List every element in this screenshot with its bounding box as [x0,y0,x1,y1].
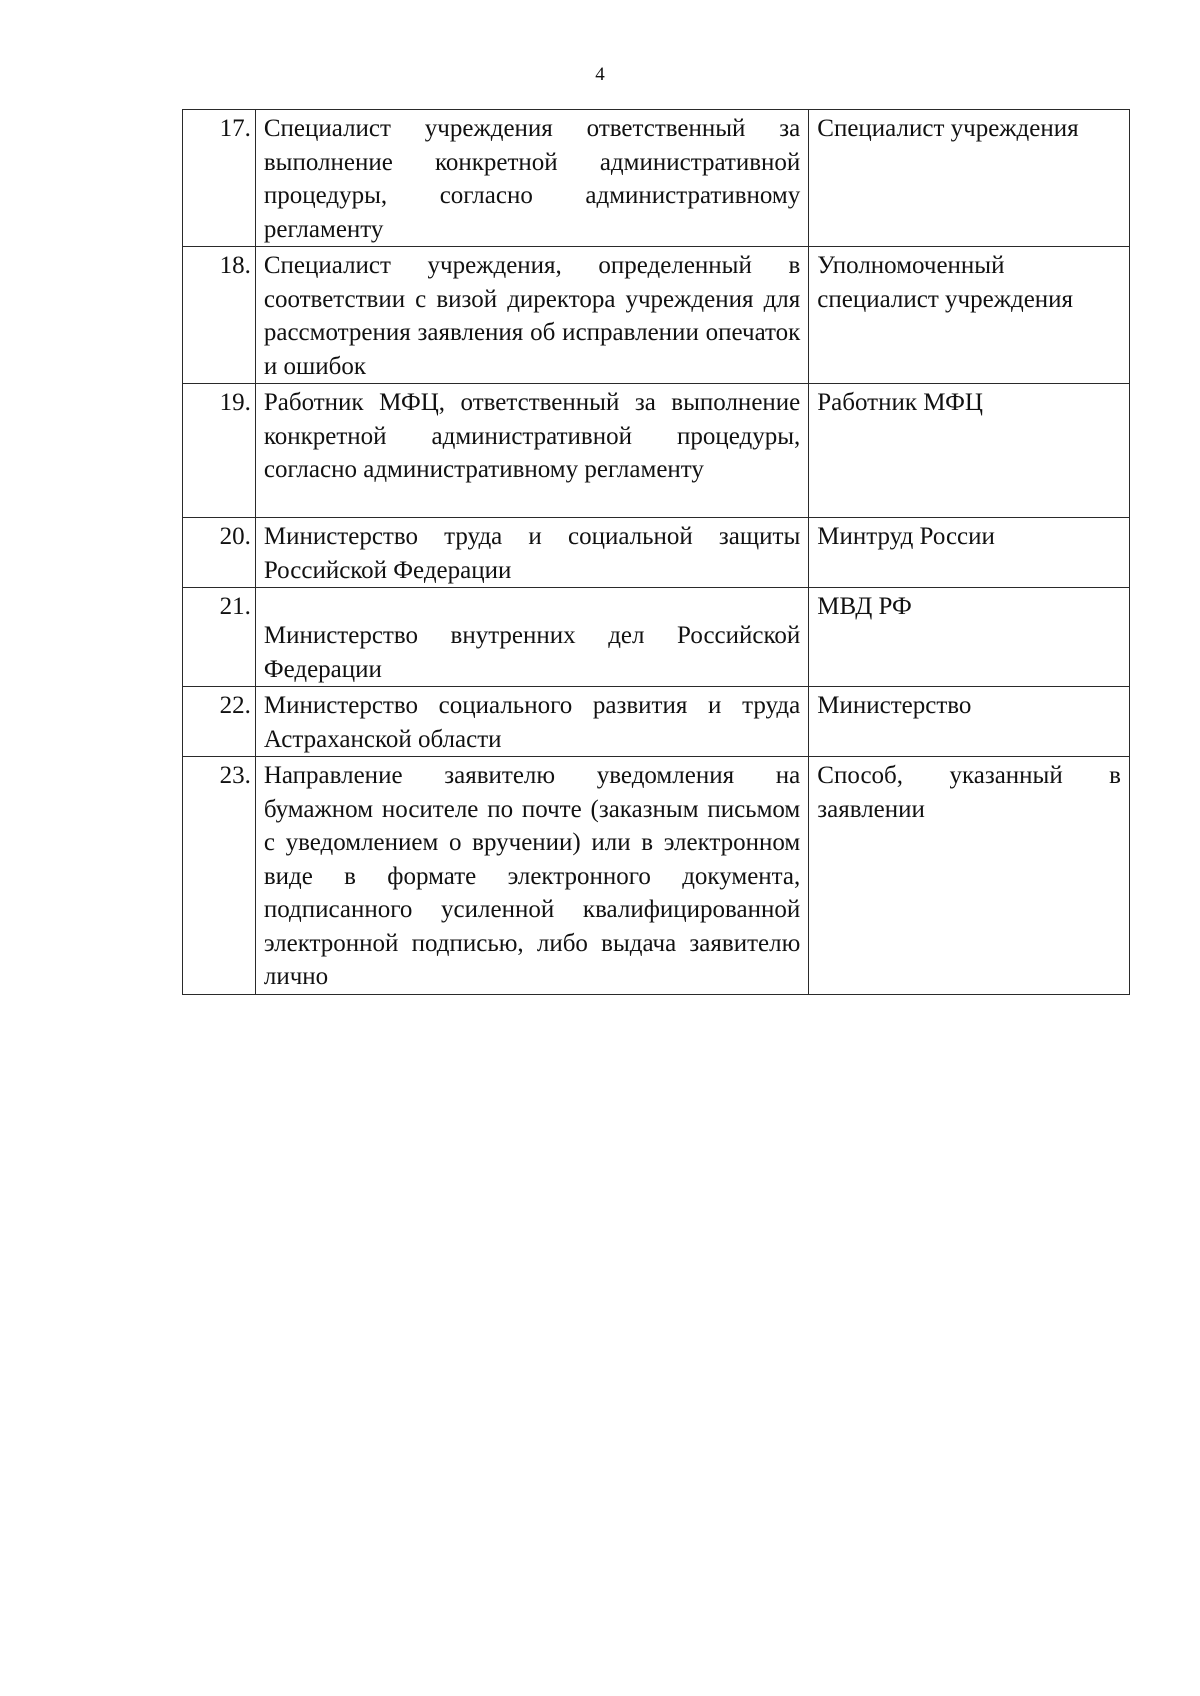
row-short-name: Работник МФЦ [809,384,1130,518]
row-number: 21. [183,588,256,687]
row-short-name: Уполномоченный специалист учреждения [809,247,1130,384]
abbreviations-table [182,109,1130,995]
table-row [183,518,1130,588]
table-row [183,757,1130,995]
row-description-text: Министерство внутренних дел Российской Федерации [263,622,801,683]
row-description: Специалист учреждения, определенный в соответствии с визой директора учреждения для рассмотрения заявления об исправлении опечаток и ошибок [255,247,808,384]
row-description: Работник МФЦ, ответственный за выполнение конкретной административной процедуры, согласно административному регламенту [255,384,808,518]
row-description [255,588,808,687]
row-short-name: Способ, указанный в заявлении [809,757,1130,995]
row-short-name: Минтруд России [809,518,1130,588]
row-short-name: Специалист учреждения [809,110,1130,247]
row-description: Министерство труда и социальной защиты Российской Федерации [255,518,808,588]
table-row [183,384,1130,518]
row-number: 20. [183,518,256,588]
row-number: 22. [183,687,256,757]
table-row [183,247,1130,384]
table-row [183,588,1130,687]
row-short-name: МВД РФ [809,588,1130,687]
table-row [183,687,1130,757]
row-number: 23. [183,757,256,995]
row-description: Направление заявителю уведомления на бумажном носителе по почте (заказным письмом с уведомлением о вручении) или в электронном виде в формате электронного документа, подписанного усиленной квалифицированной электронной подписью, либо выдача заявителю лично [255,757,808,995]
row-description: Специалист учреждения ответственный за выполнение конкретной административной процедуры, согласно административному регламенту [255,110,808,247]
row-short-name: Министерство [809,687,1130,757]
page-number: 4 [595,64,605,85]
row-number: 17. [183,110,256,247]
table-row [183,110,1130,247]
row-description: Министерство социального развития и труда Астраханской области [255,687,808,757]
row-number: 18. [183,247,256,384]
row-number: 19. [183,384,256,518]
